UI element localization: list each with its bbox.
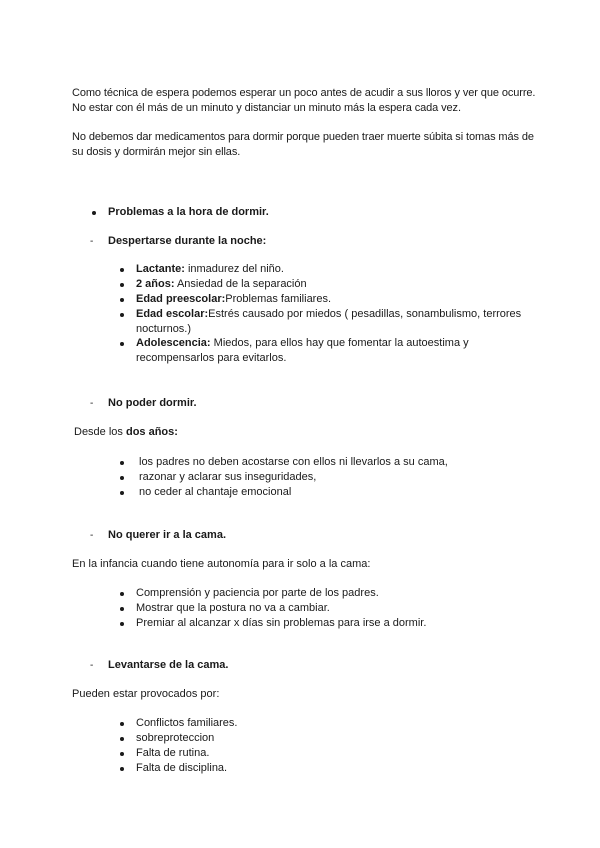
- bullet-icon: [120, 313, 124, 317]
- bullet-icon: [120, 461, 124, 465]
- section4-intro: Pueden estar provocados por:: [72, 688, 220, 700]
- section3-heading: No querer ir a la cama.: [108, 529, 226, 541]
- item-text: inmadurez del niño.: [184, 263, 284, 275]
- list-item: [136, 262, 284, 277]
- section2-intro: [74, 425, 178, 440]
- bullet-icon: [120, 268, 124, 272]
- list-item: [136, 292, 331, 307]
- item-text: Problemas familiares.: [225, 293, 332, 305]
- list-item: no ceder al chantaje emocional: [139, 486, 292, 498]
- bullet-icon: [120, 283, 124, 287]
- bullet-icon: [120, 491, 124, 495]
- bullet-icon: [120, 476, 124, 480]
- bullet-icon: [120, 752, 124, 756]
- item-text: Estrés causado por miedos ( pesadillas, sonambulismo, terrores nocturnos.): [136, 308, 522, 335]
- section2-heading: No poder dormir.: [108, 397, 197, 409]
- intro-prefix: Desde los: [74, 426, 126, 438]
- item-term: Edad preescolar:: [136, 293, 226, 305]
- bullet-icon: [120, 767, 124, 771]
- dash-marker: -: [90, 398, 94, 409]
- bullet-icon: [120, 342, 124, 346]
- bullet-icon: [120, 622, 124, 626]
- intro-paragraph-2: No debemos dar medicamentos para dormir porque pueden traer muerte súbita si tomas más de su dosis y dormirán mejor sin ellas.: [72, 131, 534, 158]
- list-item: Conflictos familiares.: [136, 717, 238, 729]
- list-item: Falta de rutina.: [136, 747, 210, 759]
- list-item: [136, 307, 536, 337]
- item-text: Ansiedad de la separación: [174, 278, 307, 290]
- bullet-icon: [120, 592, 124, 596]
- list-item: [136, 336, 486, 366]
- list-item: sobreproteccion: [136, 732, 215, 744]
- list-item: razonar y aclarar sus inseguridades,: [139, 471, 317, 483]
- list-item: Falta de disciplina.: [136, 762, 228, 774]
- section1-heading: Despertarse durante la noche:: [108, 235, 267, 247]
- bullet-icon: [120, 607, 124, 611]
- bullet-icon: [92, 211, 96, 215]
- intro-paragraph-1: Como técnica de espera podemos esperar un poco antes de acudir a sus lloros y ver que ocurre. No estar con él más de un minuto y distanciar un minuto más la espera cada vez.: [72, 87, 536, 114]
- item-term: Lactante:: [136, 263, 185, 275]
- list-item: los padres no deben acostarse con ellos ni llevarlos a su cama,: [139, 456, 448, 468]
- item-term: 2 años:: [136, 278, 175, 290]
- item-term: Adolescencia:: [136, 337, 211, 349]
- list-item: Premiar al alcanzar x días sin problemas para irse a dormir.: [136, 617, 427, 629]
- dash-marker: -: [90, 660, 94, 671]
- section3-intro: En la infancia cuando tiene autonomía para ir solo a la cama:: [72, 558, 371, 570]
- bullet-icon: [120, 737, 124, 741]
- list-item: Mostrar que la postura no va a cambiar.: [136, 602, 330, 614]
- list-item: [136, 277, 307, 292]
- intro-bold: dos años:: [125, 426, 178, 438]
- main-heading: Problemas a la hora de dormir.: [108, 206, 269, 218]
- list-item: Comprensión y paciencia por parte de los padres.: [136, 587, 379, 599]
- item-text: Miedos, para ellos hay que fomentar la autoestima y recompensarlos para evitarlos.: [136, 337, 469, 364]
- dash-marker: -: [90, 236, 94, 247]
- section4-heading: Levantarse de la cama.: [108, 659, 229, 671]
- item-term: Edad escolar:: [136, 308, 209, 320]
- dash-marker: -: [90, 530, 94, 541]
- bullet-icon: [120, 722, 124, 726]
- bullet-icon: [120, 298, 124, 302]
